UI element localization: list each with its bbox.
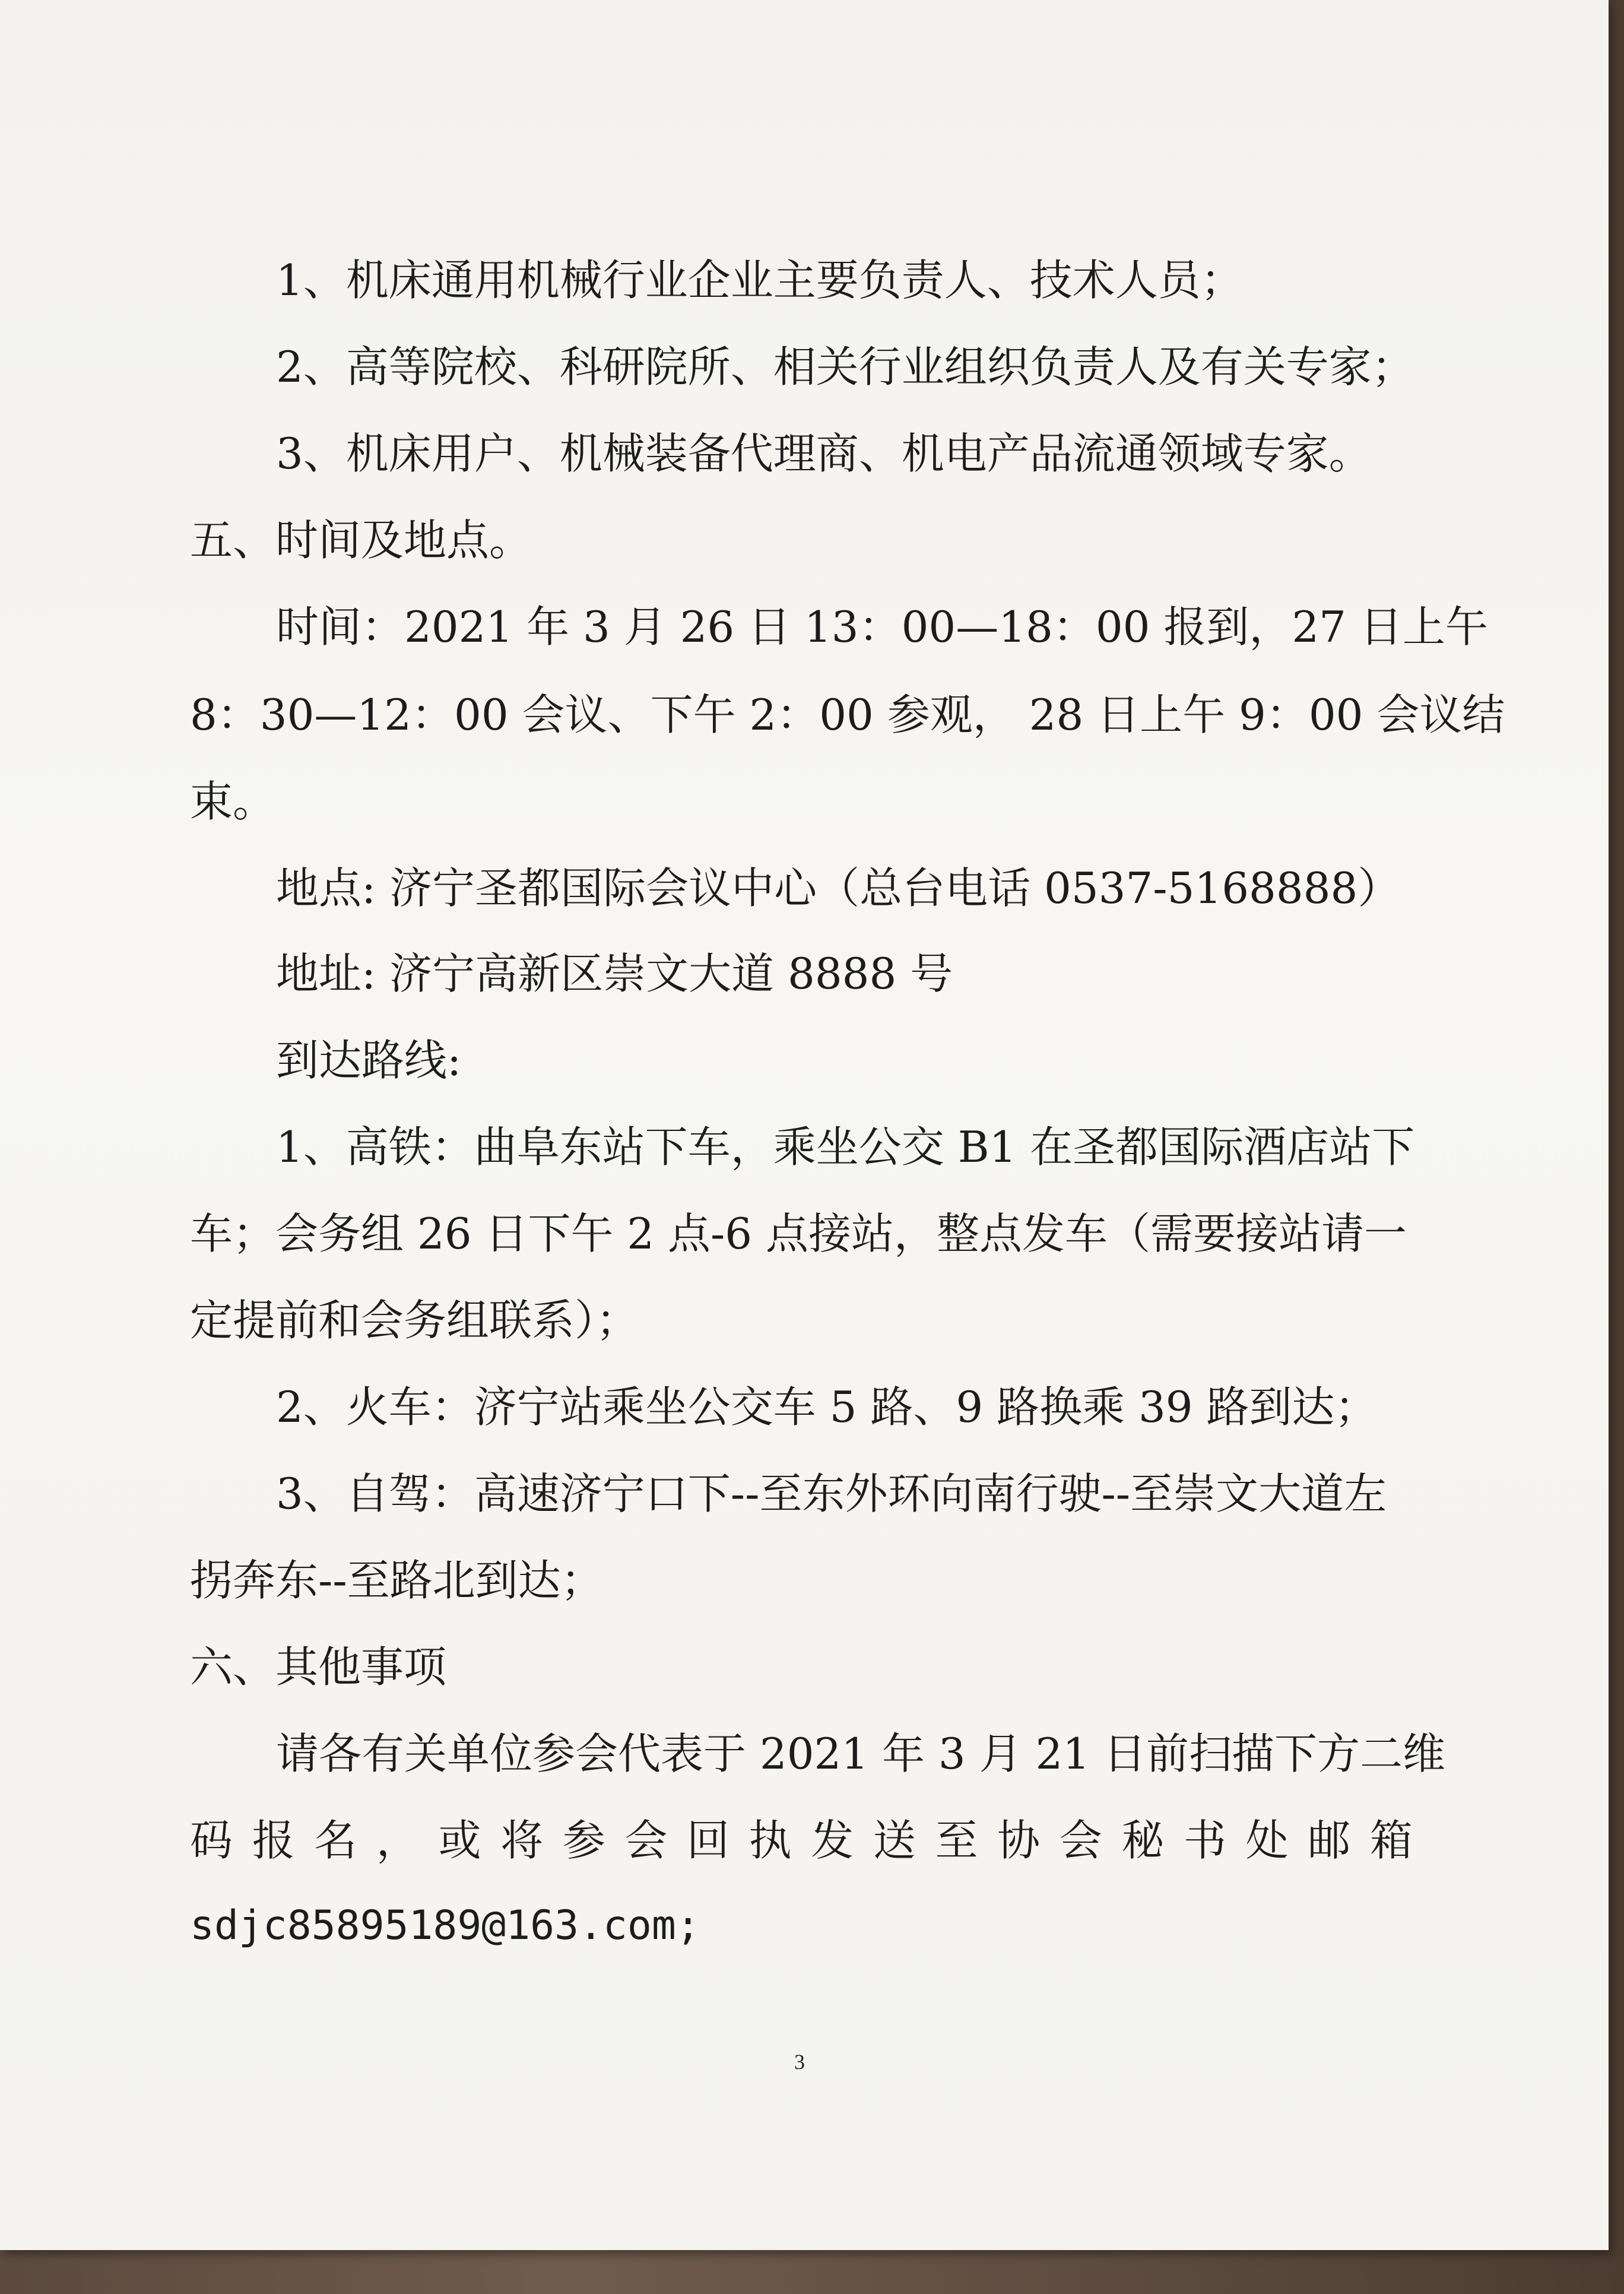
route-car-line-1: 3、自驾：高速济宁口下--至东外环向南行驶--至崇文大道左 bbox=[276, 1469, 1387, 1519]
char: 至 bbox=[935, 1815, 978, 1865]
route-car-line-2: 拐奔东--至路北到达； bbox=[190, 1555, 604, 1605]
route-rail-line-2: 车；会务组 26 日下午 2 点-6 点接站，整点发车（需要接站请一 bbox=[190, 1209, 1407, 1259]
page-number: 3 bbox=[794, 2050, 805, 2074]
char: 送 bbox=[873, 1815, 916, 1865]
char: 或 bbox=[438, 1815, 481, 1865]
char: 协 bbox=[997, 1815, 1041, 1865]
time-line-3: 束。 bbox=[190, 777, 276, 826]
char: 名 bbox=[314, 1815, 357, 1865]
route-rail-line-3: 定提前和会务组联系）； bbox=[190, 1295, 639, 1345]
char: 执 bbox=[748, 1815, 792, 1865]
route-rail-line-1: 1、高铁：曲阜东站下车，乘坐公交 B1 在圣都国际酒店站下 bbox=[276, 1122, 1415, 1172]
other-line-2 bbox=[190, 1815, 1413, 1865]
section-heading-time-place: 五、时间及地点。 bbox=[190, 515, 532, 565]
char: 将 bbox=[500, 1815, 544, 1865]
char: 邮 bbox=[1308, 1815, 1351, 1865]
attendee-line-1: 1、机床通用机械行业企业主要负责人、技术人员； bbox=[276, 255, 1244, 305]
char: 书 bbox=[1184, 1815, 1227, 1865]
char: 报 bbox=[252, 1815, 295, 1865]
char: 回 bbox=[687, 1815, 730, 1865]
char: ， bbox=[376, 1815, 419, 1865]
char: 处 bbox=[1245, 1815, 1289, 1865]
address-line: 地址: 济宁高新区崇文大道 8888 号 bbox=[276, 949, 953, 999]
route-train-line: 2、火车：济宁站乘坐公交车 5 路、9 路换乘 39 路到达； bbox=[276, 1382, 1378, 1432]
contact-email: sdjc85895189@163.com; bbox=[190, 1902, 700, 1949]
char: 会 bbox=[1059, 1815, 1102, 1865]
attendee-line-3: 3、机床用户、机械装备代理商、机电产品流通领域专家。 bbox=[276, 429, 1372, 479]
time-line-2: 8：30—12：00 会议、下午 2：00 参观， 28 日上午 9：00 会议结 bbox=[190, 690, 1505, 740]
char: 会 bbox=[624, 1815, 668, 1865]
route-heading: 到达路线: bbox=[276, 1035, 462, 1085]
venue-line: 地点: 济宁圣都国际会议中心（总台电话 0537-5168888） bbox=[276, 863, 1401, 913]
time-line-1: 时间：2021 年 3 月 26 日 13：00—18：00 报到，27 日上午 bbox=[276, 602, 1488, 652]
section-heading-other: 六、其他事项 bbox=[190, 1642, 447, 1692]
other-line-1: 请各有关单位参会代表于 2021 年 3 月 21 日前扫描下方二维 bbox=[276, 1729, 1445, 1779]
char: 秘 bbox=[1121, 1815, 1165, 1865]
char: 发 bbox=[811, 1815, 854, 1865]
char: 箱 bbox=[1369, 1815, 1413, 1865]
char: 参 bbox=[562, 1815, 605, 1865]
attendee-line-2: 2、高等院校、科研院所、相关行业组织负责人及有关专家； bbox=[276, 342, 1414, 392]
char: 码 bbox=[190, 1815, 233, 1865]
